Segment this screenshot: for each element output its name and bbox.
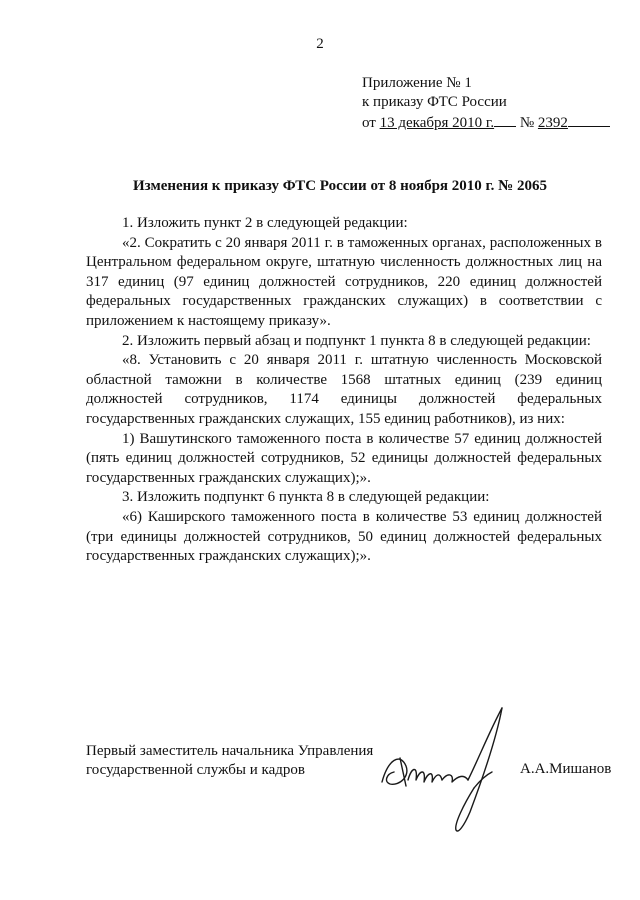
appendix-header (362, 74, 610, 133)
document-body (86, 214, 602, 567)
page-number: 2 (316, 36, 324, 52)
appendix-date-line (362, 112, 610, 133)
paragraph-6: 3. Изложить подпункт 6 пункта 8 в следующей редакции: (122, 489, 490, 506)
appendix-line-1: Приложение № 1 (362, 75, 472, 91)
paragraph-3: 2. Изложить первый абзац и подпункт 1 пункта 8 в следующей редакции: (122, 332, 591, 349)
paragraph-1: 1. Изложить пункт 2 в следующей редакции: (122, 215, 408, 231)
signature-position-line-2: государственной службы и кадров (86, 762, 305, 778)
appendix-line-2: к приказу ФТС России (362, 94, 507, 110)
appendix-date: 13 декабря 2010 г. (379, 115, 495, 131)
appendix-number: 2392 (537, 115, 568, 131)
appendix-number-prefix: № (519, 115, 535, 131)
handwritten-signature (378, 700, 518, 840)
paragraph-5: 1) Вашутинского таможенного поста в количестве 57 единиц должностей (пять единиц должностей сотрудников, 52 единицы должностей федеральных государственных гражданских служащих);». (86, 430, 602, 486)
paragraph-2: «2. Сократить с 20 января 2011 г. в таможенных органах, расположенных в Центральном федеральном округе, штатную численность должностных лиц на 317 единиц (97 единиц должностей сотрудников, 220 единиц должностей федеральных государственных гражданских служащих) в соответствии с приложением к настоящему приказу». (86, 234, 602, 329)
signer-name: А.А.Мишанов (520, 761, 612, 777)
signature-position-line-1: Первый заместитель начальника Управления (86, 743, 374, 759)
paragraph-4: «8. Установить с 20 января 2011 г. штатную численность Московской областной таможни в количестве 1568 штатных единиц (239 единиц должностей сотрудников, 1174 единицы должностей федеральных государственных гражданских служащих, 155 единиц работников), из них: (86, 352, 602, 427)
paragraph-7: «6) Каширского таможенного поста в количестве 53 единиц должностей (три единицы должностей сотрудников, 50 единиц должностей федеральных государственных гражданских служащих);». (86, 508, 602, 565)
appendix-number-blank (568, 112, 610, 127)
appendix-from-prefix: от (362, 115, 376, 131)
document-title: Изменения к приказу ФТС России от 8 ноября 2010 г. № 2065 (133, 178, 547, 194)
signature-position (86, 742, 373, 780)
appendix-date-blank (494, 112, 516, 127)
